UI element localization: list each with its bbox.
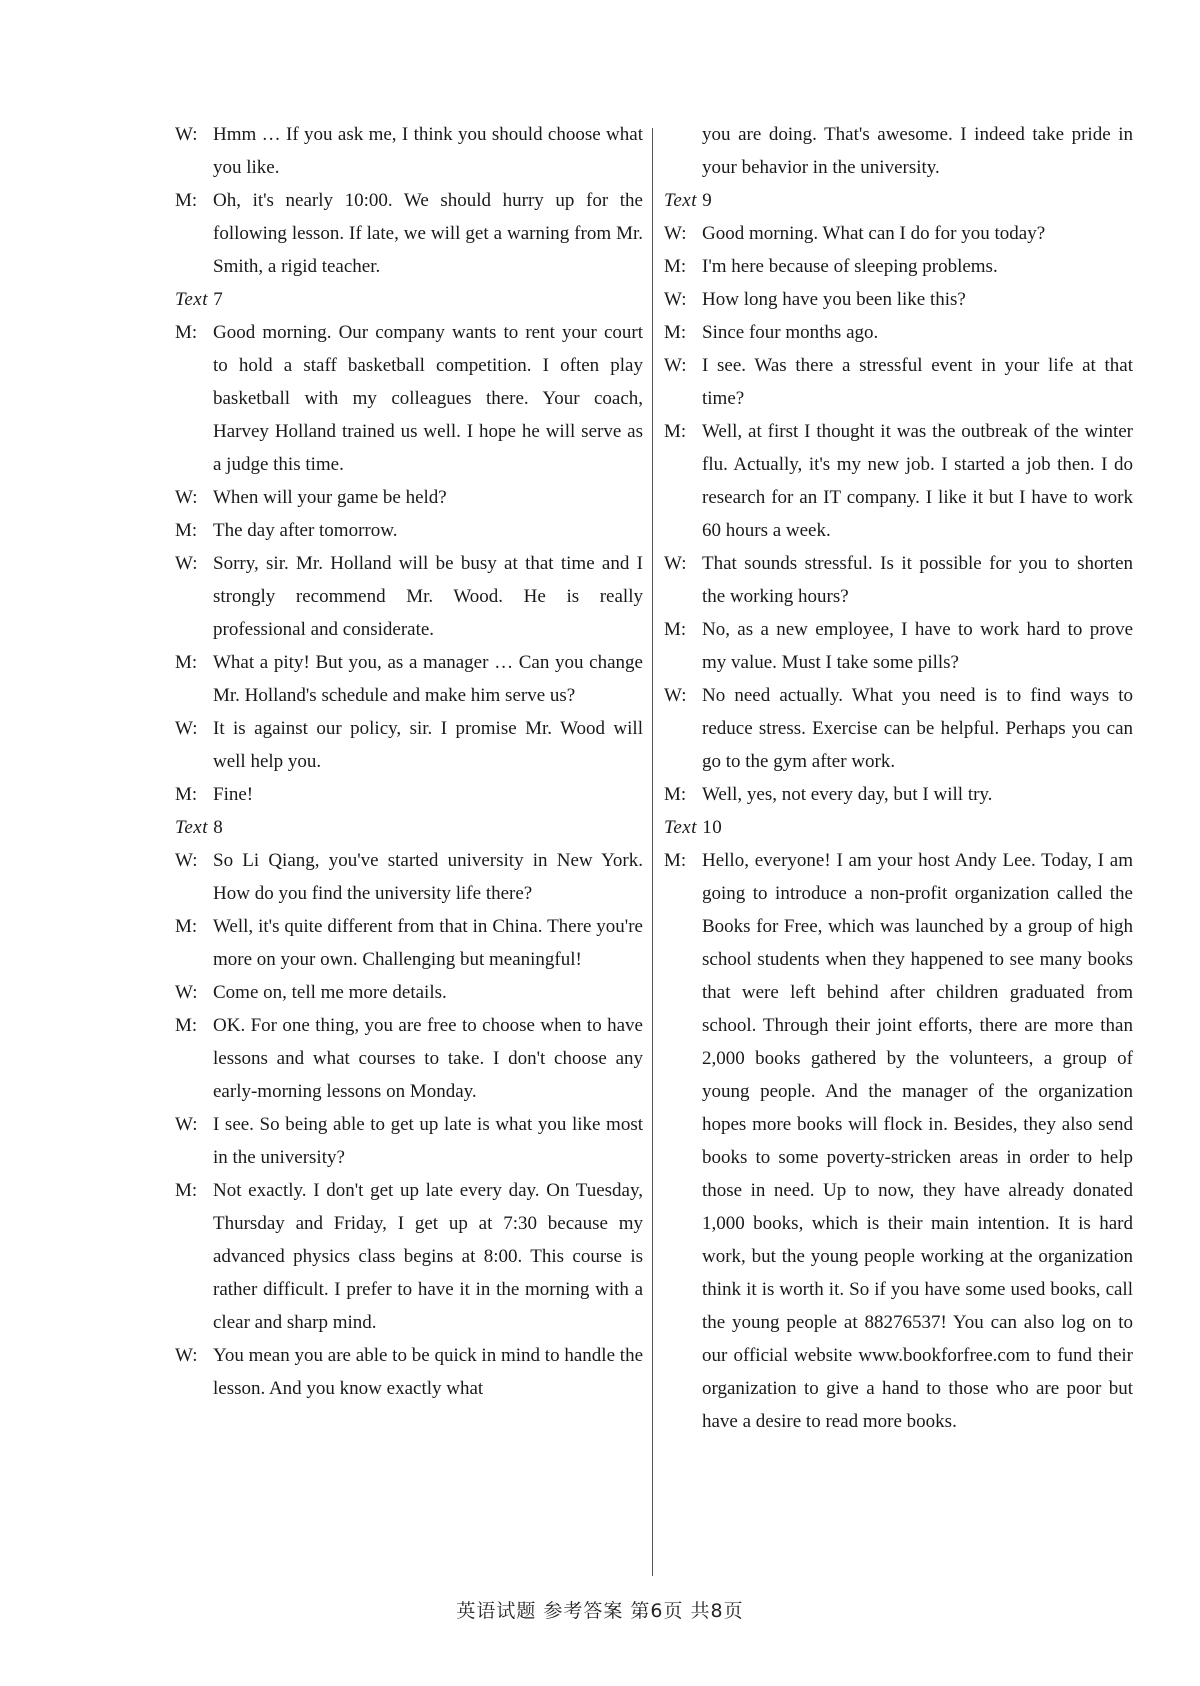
speaker-label: W: [175, 553, 198, 574]
dialogue-text: Good morning. Our company wants to rent your court to hold a staff basketball competition. I often play basketball with my colleagues there. Your coach, Harvey Holland trained us well. I hope he will serve as a judge this time. [213, 322, 643, 475]
dialogue-turn [175, 184, 643, 283]
dialogue-turn [664, 283, 1133, 316]
dialogue-text: I see. So being able to get up late is what you like most in the university? [213, 1114, 643, 1168]
speaker-label: W: [175, 1114, 198, 1135]
speaker-label: M: [175, 916, 198, 937]
dialogue-turn [664, 613, 1133, 679]
page-footer: 英语试题 参考答案 第6页 共8页 [456, 1600, 744, 1622]
speaker-label: M: [664, 619, 687, 640]
dialogue-text: Not exactly. I don't get up late every day. On Tuesday, Thursday and Friday, I get up at 7:30 because my advanced physics class begins at 8:00. This course is rather difficult. I prefer to have it in the morning with a clear and sharp mind. [213, 1180, 643, 1333]
speaker-label: W: [175, 1345, 198, 1366]
speaker-label: W: [175, 718, 198, 739]
dialogue-turn [175, 1009, 643, 1108]
dialogue-turn [664, 679, 1133, 778]
dialogue-text: Since four months ago. [702, 322, 879, 343]
speaker-label: M: [664, 421, 687, 442]
dialogue-text: you are doing. That's awesome. I indeed take pride in your behavior in the university. [702, 124, 1133, 178]
dialogue-turn [664, 547, 1133, 613]
dialogue-text: Come on, tell me more details. [213, 982, 447, 1003]
dialogue-text: How long have you been like this? [702, 289, 966, 310]
dialogue-turn [175, 547, 643, 646]
speaker-label: M: [175, 322, 198, 343]
speaker-label: W: [664, 355, 687, 376]
speaker-label: M: [175, 784, 198, 805]
dialogue-turn [175, 976, 643, 1009]
dialogue-text: You mean you are able to be quick in mind to handle the lesson. And you know exactly what [213, 1345, 643, 1399]
dialogue-turn [175, 844, 643, 910]
speaker-label: M: [175, 1015, 198, 1036]
dialogue-turn [175, 481, 643, 514]
speaker-label: M: [664, 850, 687, 871]
dialogue-text: Well, it's quite different from that in China. There you're more on your own. Challenging but meaningful! [213, 916, 643, 970]
dialogue-text: Well, at first I thought it was the outbreak of the winter flu. Actually, it's my new job. I started a job then. I do research for an IT company. I like it but I have to work 60 hours a week. [702, 421, 1133, 541]
dialogue-turn [664, 844, 1133, 1438]
speaker-label: M: [175, 190, 198, 211]
speaker-label: W: [664, 553, 687, 574]
left-column [175, 118, 643, 1405]
speaker-label: M: [664, 256, 687, 277]
dialogue-turn [664, 250, 1133, 283]
speaker-label: W: [664, 289, 687, 310]
dialogue-turn [175, 1108, 643, 1174]
dialogue-turn [664, 415, 1133, 547]
speaker-label: W: [664, 223, 687, 244]
dialogue-text: I see. Was there a stressful event in your life at that time? [702, 355, 1133, 409]
section-heading-number: 7 [213, 289, 224, 310]
speaker-label: M: [175, 520, 198, 541]
section-heading-number: 9 [702, 190, 713, 211]
dialogue-text: OK. For one thing, you are free to choose when to have lessons and what courses to take. I don't choose any early-morning lessons on Monday. [213, 1015, 643, 1102]
section-heading-label: Text [664, 817, 697, 838]
dialogue-turn [175, 910, 643, 976]
section-heading [175, 811, 643, 844]
dialogue-text: What a pity! But you, as a manager … Can you change Mr. Holland's schedule and make him serve us? [213, 652, 643, 706]
dialogue-text: No need actually. What you need is to find ways to reduce stress. Exercise can be helpful. Perhaps you can go to the gym after work. [702, 685, 1133, 772]
dialogue-turn [664, 778, 1133, 811]
dialogue-text: When will your game be held? [213, 487, 447, 508]
dialogue-turn [664, 316, 1133, 349]
section-heading [664, 811, 1133, 844]
speaker-label: M: [175, 1180, 198, 1201]
dialogue-text: Hmm … If you ask me, I think you should choose what you like. [213, 124, 643, 178]
dialogue-turn [664, 349, 1133, 415]
section-heading-label: Text [664, 190, 697, 211]
section-heading [664, 184, 1133, 217]
dialogue-text: Well, yes, not every day, but I will try. [702, 784, 993, 805]
section-heading-number: 10 [702, 817, 723, 838]
dialogue-text: Oh, it's nearly 10:00. We should hurry up for the following lesson. If late, we will get a warning from Mr. Smith, a rigid teacher. [213, 190, 643, 277]
dialogue-continuation [664, 118, 1133, 184]
speaker-label: W: [175, 487, 198, 508]
dialogue-turn [175, 646, 643, 712]
speaker-label: W: [175, 850, 198, 871]
dialogue-text: It is against our policy, sir. I promise Mr. Wood will well help you. [213, 718, 643, 772]
right-column [664, 118, 1133, 1438]
speaker-label: W: [175, 982, 198, 1003]
dialogue-turn [175, 712, 643, 778]
dialogue-text: Fine! [213, 784, 254, 805]
dialogue-text: I'm here because of sleeping problems. [702, 256, 998, 277]
dialogue-turn [175, 778, 643, 811]
section-heading-number: 8 [213, 817, 224, 838]
speaker-label: W: [175, 124, 198, 145]
dialogue-turn [175, 514, 643, 547]
speaker-label: M: [664, 784, 687, 805]
dialogue-text: So Li Qiang, you've started university in New York. How do you find the university life there? [213, 850, 643, 904]
dialogue-text: Sorry, sir. Mr. Holland will be busy at that time and I strongly recommend Mr. Wood. He is really professional and considerate. [213, 553, 643, 640]
dialogue-text: Good morning. What can I do for you today? [702, 223, 1046, 244]
dialogue-turn [664, 217, 1133, 250]
dialogue-text: Hello, everyone! I am your host Andy Lee. Today, I am going to introduce a non-profit organization called the Books for Free, which was launched by a group of high school students when they happened to see many books that were left behind after children graduated from school. Through their joint efforts, there are more than 2,000 books gathered by the volunteers, a group of young people. And the manager of the organization hopes more books will flock in. Besides, they also send books to some poverty-stricken areas in order to help those in need. Up to now, they have already donated 1,000 books, which is their main intention. It is hard work, but the young people working at the organization think it is worth it. So if you have some used books, call the young people at 88276537! You can also log on to our official website www.bookforfree.com to fund their organization to give a hand to those who are poor but have a desire to read more books. [702, 850, 1133, 1432]
dialogue-text: The day after tomorrow. [213, 520, 398, 541]
dialogue-text: No, as a new employee, I have to work hard to prove my value. Must I take some pills? [702, 619, 1133, 673]
dialogue-turn [175, 1339, 643, 1405]
section-heading-label: Text [175, 289, 208, 310]
section-heading [175, 283, 643, 316]
speaker-label: W: [664, 685, 687, 706]
dialogue-turn [175, 316, 643, 481]
dialogue-turn [175, 118, 643, 184]
column-divider [652, 128, 653, 1576]
speaker-label: M: [664, 322, 687, 343]
dialogue-text: That sounds stressful. Is it possible for you to shorten the working hours? [702, 553, 1133, 607]
speaker-label: M: [175, 652, 198, 673]
section-heading-label: Text [175, 817, 208, 838]
dialogue-turn [175, 1174, 643, 1339]
